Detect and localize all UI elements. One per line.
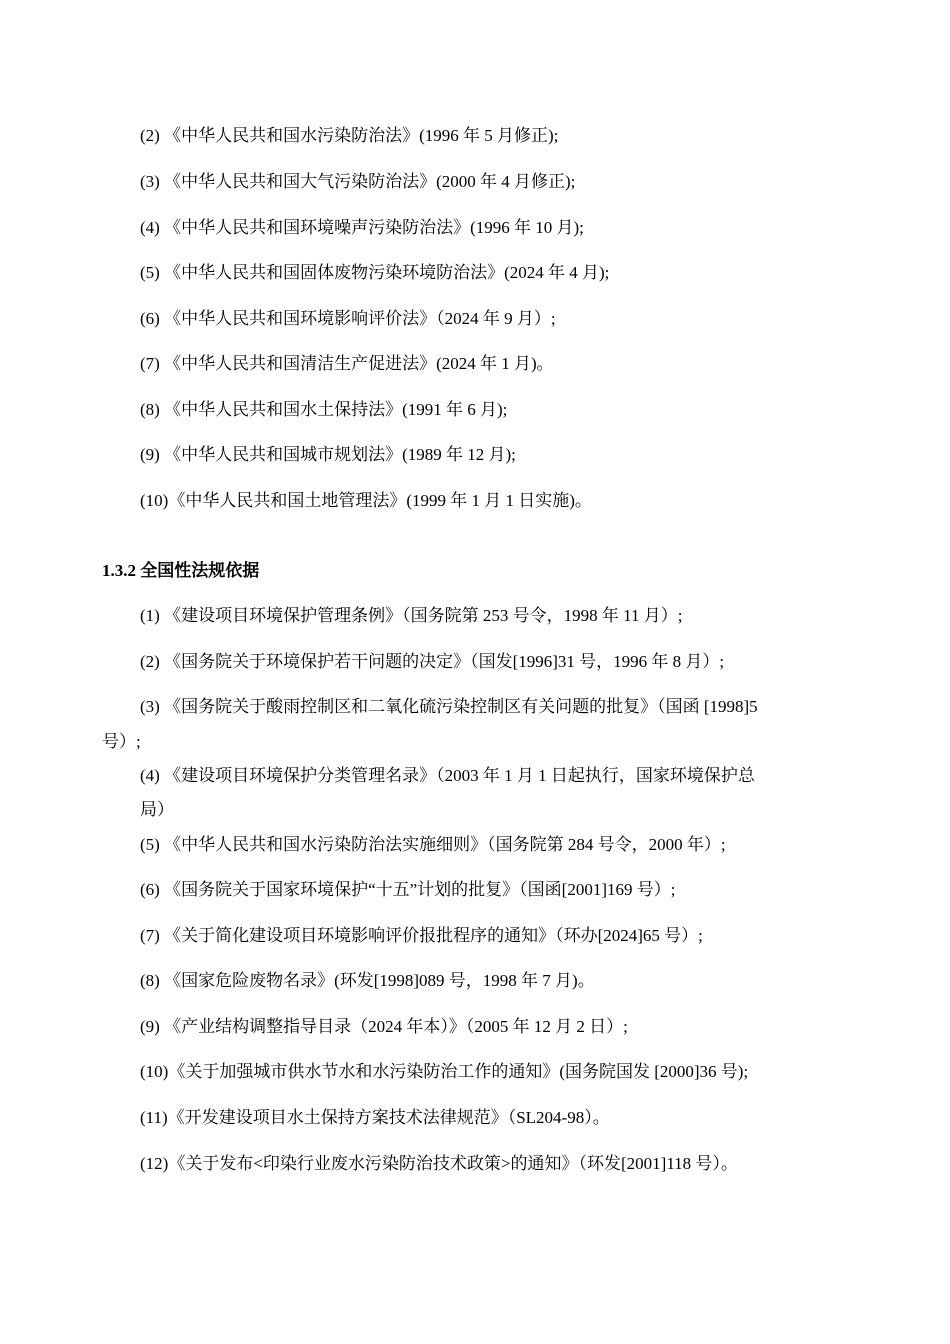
regulation-item-7: (7) 《关于简化建设项目环境影响评价报批程序的通知》（环办[2024]65 号）; [140, 926, 703, 945]
law-item-10: (10)《中华人民共和国土地管理法》(1999 年 1 月 1 日实施)。 [140, 491, 592, 510]
law-item-7: (7) 《中华人民共和国清洁生产促进法》(2024 年 1 月)。 [140, 354, 554, 373]
regulation-item-2: (2) 《国务院关于环境保护若干问题的决定》（国发[1996]31 号，1996 年 8 月）; [140, 652, 725, 671]
law-item-8: (8) 《中华人民共和国水土保持法》(1991 年 6 月); [140, 400, 508, 419]
law-item-5: (5) 《中华人民共和国固体废物污染环境防治法》(2024 年 4 月); [140, 263, 610, 282]
regulation-item-6: (6) 《国务院关于国家环境保护“十五”计划的批复》（国函[2001]169 号）; [140, 880, 676, 899]
law-item-4: (4) 《中华人民共和国环境噪声污染防治法》(1996 年 10 月); [140, 218, 584, 237]
section-heading: 1.3.2 全国性法规依据 [102, 561, 260, 580]
regulation-item-3: (3) 《国务院关于酸雨控制区和二氧化硫污染控制区有关问题的批复》（国函 [1998]5 [140, 697, 758, 716]
regulation-item-10: (10)《关于加强城市供水节水和水污染防治工作的通知》(国务院国发 [2000]36 号); [140, 1062, 749, 1081]
regulation-item-8: (8) 《国家危险废物名录》(环发[1998]089 号，1998 年 7 月)。 [140, 971, 595, 990]
regulation-item-11: (11)《开发建设项目水土保持方案技术法律规范》（SL204-98）。 [140, 1108, 610, 1127]
regulation-item-1: (1) 《建设项目环境保护管理条例》（国务院第 253 号令，1998 年 11 月）; [140, 606, 683, 625]
law-item-2: (2) 《中华人民共和国水污染防治法》(1996 年 5 月修正); [140, 126, 559, 145]
law-item-6: (6) 《中华人民共和国环境影响评价法》（2024 年 9 月）; [140, 309, 556, 328]
regulation-item-9: (9) 《产业结构调整指导目录（2024 年本）》（2005 年 12 月 2 日）; [140, 1017, 628, 1036]
regulation-item-4: (4) 《建设项目环境保护分类管理名录》（2003 年 1 月 1 日起执行，国家环境保护总 [140, 766, 755, 785]
law-item-9: (9) 《中华人民共和国城市规划法》(1989 年 12 月); [140, 445, 516, 464]
regulation-item-12: (12)《关于发布<印染行业废水污染防治技术政策>的通知》（环发[2001]118 号）。 [140, 1154, 738, 1173]
regulation-item-3-cont: 号）; [102, 732, 141, 751]
regulation-item-4-cont: 局） [140, 800, 174, 819]
regulation-item-5: (5) 《中华人民共和国水污染防治法实施细则》（国务院第 284 号令，2000 年）; [140, 835, 726, 854]
law-item-3: (3) 《中华人民共和国大气污染防治法》(2000 年 4 月修正); [140, 172, 576, 191]
